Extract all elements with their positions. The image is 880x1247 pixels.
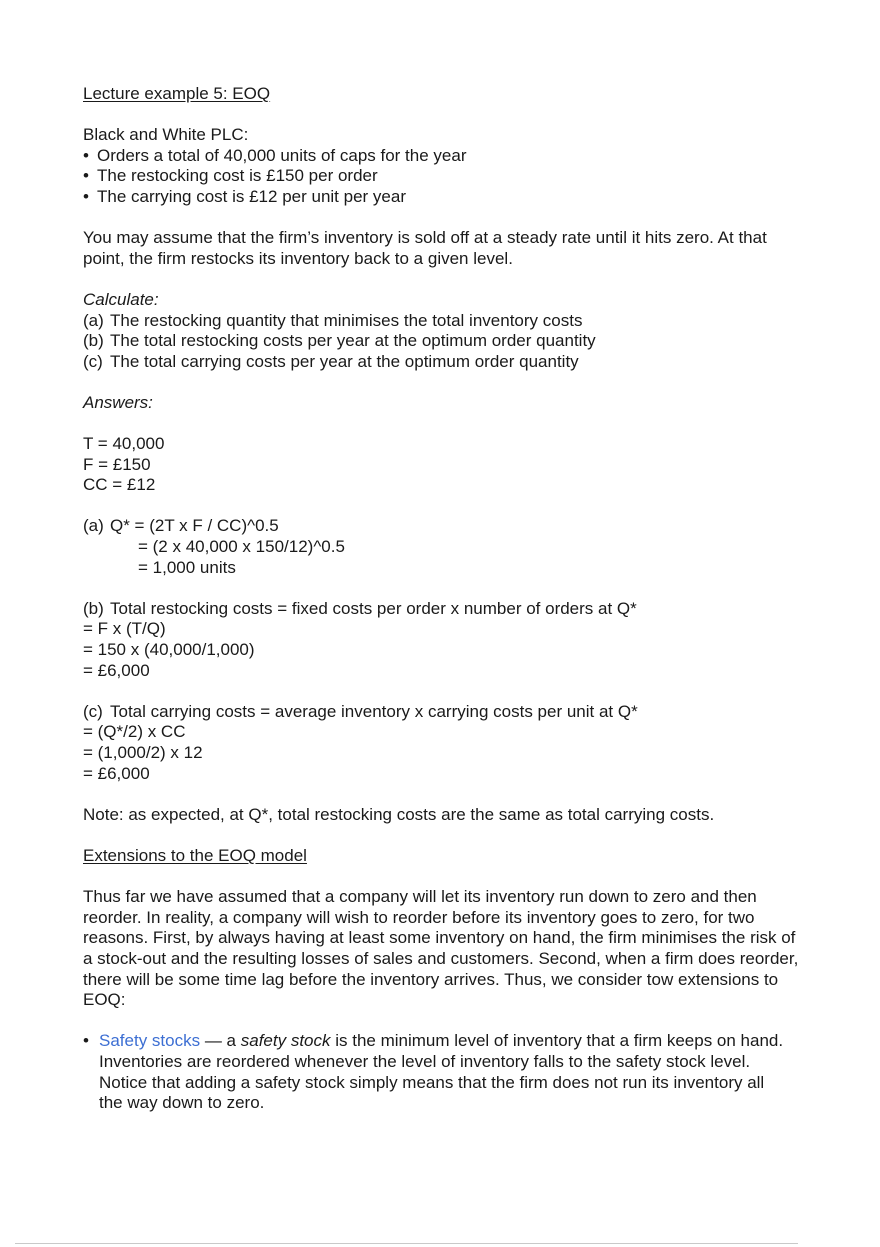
- list-item: [83, 187, 803, 208]
- question-label: (a): [83, 310, 104, 330]
- bullet-text: Orders a total of 40,000 units of caps for the year: [97, 145, 467, 165]
- calculate-heading: Calculate:: [83, 289, 159, 309]
- answer-line: Total restocking costs = fixed costs per order x number of orders at Q*: [110, 598, 637, 618]
- answer-b: [83, 599, 803, 620]
- answer-line: = £6,000: [83, 660, 150, 680]
- answer-line: = 1,000 units: [138, 557, 236, 577]
- page-title: Lecture example 5: EOQ: [83, 84, 271, 103]
- list-item: [83, 146, 803, 167]
- answer-a: [83, 516, 803, 537]
- answer-label: (c): [83, 701, 103, 721]
- document-page: [83, 84, 803, 1114]
- bullet-icon: •: [83, 166, 89, 186]
- question-item: [83, 331, 803, 352]
- question-item: [83, 352, 803, 373]
- answer-line: = (2 x 40,000 x 150/12)^0.5: [138, 537, 345, 557]
- answer-line: = (Q*/2) x CC: [83, 722, 186, 742]
- answer-line: = 150 x (40,000/1,000): [83, 640, 255, 660]
- answer-c: [83, 702, 803, 723]
- question-label: (b): [83, 331, 104, 351]
- note-text: Note: as expected, at Q*, total restocking costs are the same as total carrying costs.: [83, 804, 715, 824]
- question-text: The total carrying costs per year at the optimum order quantity: [110, 351, 579, 371]
- given-value: F = £150: [83, 454, 151, 474]
- answer-line: = £6,000: [83, 763, 150, 783]
- question-label: (c): [83, 351, 103, 371]
- company-name: Black and White PLC:: [83, 125, 249, 145]
- safety-stock-text: [99, 1031, 803, 1113]
- answer-line: = F x (T/Q): [83, 619, 166, 639]
- page-divider: [15, 1243, 798, 1244]
- answers-heading: Answers:: [83, 392, 153, 412]
- extensions-paragraph: Thus far we have assumed that a company will let its inventory run down to zero and then reorder. In reality, a company will wish to reorder before its inventory goes to zero, for two reasons. First, by always having at least some inventory on hand, the firm minimises the risk of a stock-out and the resulting losses of sales and customers. Second, when a firm does reorder, there will be some time lag before the inventory arrives. Thus, we consider tow extensions to EOQ:: [83, 887, 799, 1010]
- bullet-icon: •: [83, 145, 89, 165]
- bullet-icon: •: [83, 1031, 89, 1051]
- answer-label: (b): [83, 598, 104, 618]
- list-item: [83, 1031, 803, 1113]
- assumption-paragraph: You may assume that the firm’s inventory is sold off at a steady rate until it hits zero. At that point, the firm restocks its inventory back to a given level.: [83, 228, 767, 268]
- safety-stock-description: is the minimum level of inventory that a firm keeps on hand. Inventories are reordered whenever the level of inventory falls to the safety stock level. Notice that adding a safety stock simply means that the firm does not run its inventory all the way down to zero.: [99, 1031, 784, 1113]
- question-text: The total restocking costs per year at the optimum order quantity: [110, 331, 596, 351]
- dash-text: — a: [200, 1031, 241, 1051]
- safety-stocks-link[interactable]: Safety stocks: [99, 1031, 201, 1051]
- question-text: The restocking quantity that minimises the total inventory costs: [110, 310, 583, 330]
- answer-line: = (1,000/2) x 12: [83, 743, 203, 762]
- safety-stock-term: safety stock: [240, 1031, 331, 1051]
- bullet-text: The restocking cost is £150 per order: [97, 166, 378, 186]
- question-item: [83, 311, 803, 332]
- answer-label: (a): [83, 516, 104, 536]
- list-item: [83, 166, 803, 187]
- bullet-text: The carrying cost is £12 per unit per year: [97, 186, 406, 206]
- answer-line: Q* = (2T x F / CC)^0.5: [110, 516, 279, 536]
- answer-line: Total carrying costs = average inventory x carrying costs per unit at Q*: [110, 701, 638, 721]
- bullet-icon: •: [83, 186, 89, 206]
- extensions-heading: Extensions to the EOQ model: [83, 845, 307, 865]
- given-value: CC = £12: [83, 475, 156, 495]
- given-value: T = 40,000: [83, 434, 165, 454]
